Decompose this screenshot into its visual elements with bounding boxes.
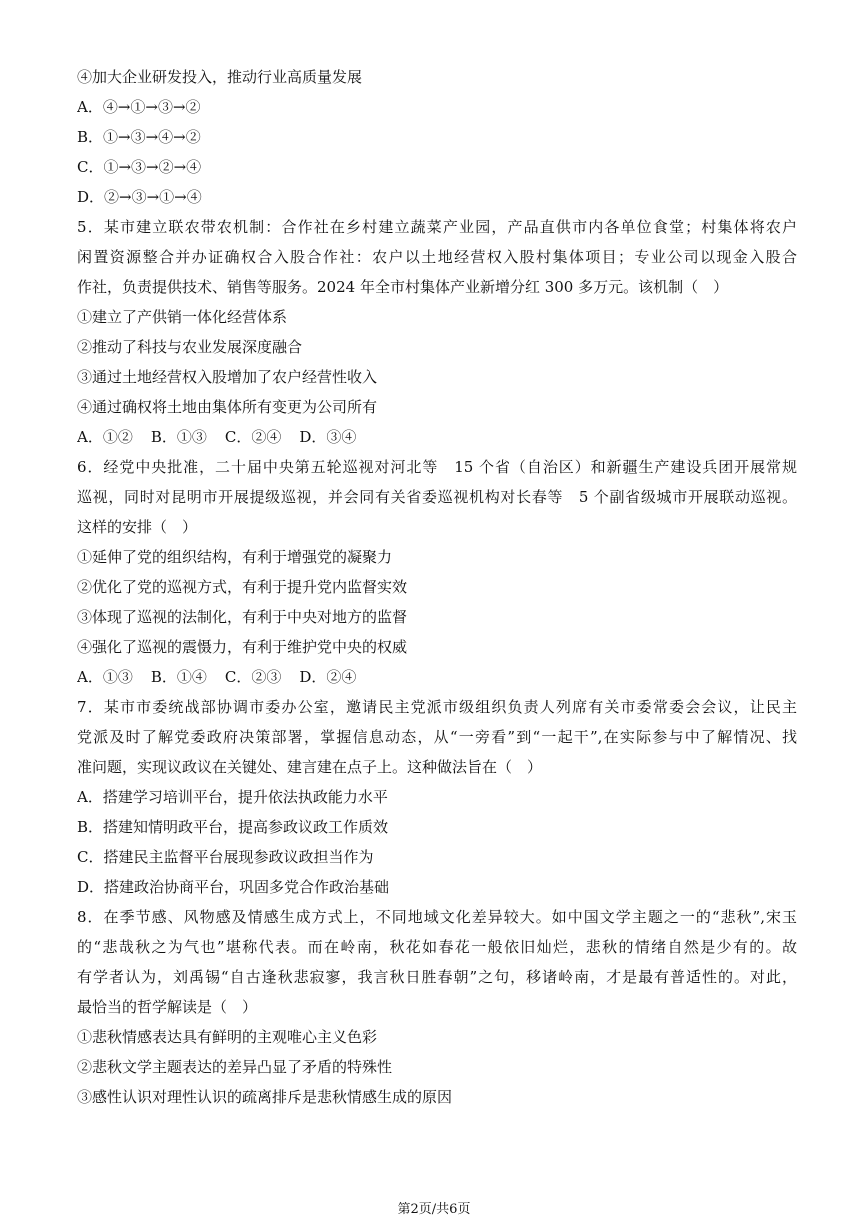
q5-option-a: A．①② (77, 428, 133, 446)
q4-option-c: C．①→③→②→④ (77, 158, 202, 176)
q8-stem-line-2: 的“悲哉秋之为气也”堪称代表。而在岭南，秋花如春花一般依旧灿烂，悲秋的情绪自然是少有的。故 (77, 938, 797, 956)
q7-option-b: B．搭建知情明政平台，提高参政议政工作质效 (77, 818, 389, 836)
q6-stem-line-1: 6．经党中央批准，二十届中央第五轮巡视对河北等 15 个省（自治区）和新疆生产建设兵团开展常规 (77, 458, 797, 476)
q5-item-2: ②推动了科技与农业发展深度融合 (77, 338, 303, 356)
q8-item-3: ③感性认识对理性认识的疏离排斥是悲秋情感生成的原因 (77, 1088, 453, 1106)
q8-item-2: ②悲秋文学主题表达的差异凸显了矛盾的特殊性 (77, 1058, 393, 1076)
q5-options (77, 422, 797, 452)
q5-item-4: ④通过确权将土地由集体所有变更为公司所有 (77, 398, 378, 416)
q7-stem-line-2: 党派及时了解党委政府决策部署，掌握信息动态，从“一旁看”到“一起干”,在实际参与中了解情况、找 (77, 728, 797, 746)
q4-item-4: ④加大企业研发投入，推动行业高质量发展 (77, 68, 363, 86)
q5-stem-line-1: 5．某市建立联农带农机制：合作社在乡村建立蔬菜产业园，产品直供市内各单位食堂；村集体将农户 (77, 218, 797, 236)
q4-option-b: B．①→③→④→② (77, 128, 201, 146)
q8-stem-line-1: 8．在季节感、风物感及情感生成方式上，不同地域文化差异较大。如中国文学主题之一的“悲秋”,宋玉 (77, 908, 797, 926)
q7-option-c: C．搭建民主监督平台展现参政议政担当作为 (77, 848, 374, 866)
q6-item-4: ④强化了巡视的震慑力，有利于维护党中央的权威 (77, 638, 408, 656)
q5-item-3: ③通过土地经营权入股增加了农户经营性收入 (77, 368, 378, 386)
q5-option-c: C．②④ (224, 428, 282, 446)
q6-item-3: ③体现了巡视的法制化，有利于中央对地方的监督 (77, 608, 408, 626)
q7-option-a: A．搭建学习培训平台，提升依法执政能力水平 (77, 788, 388, 806)
q8-stem-line-3: 有学者认为，刘禹锡“自古逢秋悲寂寥，我言秋日胜春朝”之句，移诸岭南，才是最有普适性的。对此， (77, 968, 797, 986)
q8-item-1: ①悲秋情感表达具有鲜明的主观唯心主义色彩 (77, 1028, 378, 1046)
page-content (77, 62, 797, 1112)
q5-item-1: ①建立了产供销一体化经营体系 (77, 308, 288, 326)
q5-option-b: B．①③ (150, 428, 207, 446)
q7-stem-line-1: 7．某市市委统战部协调市委办公室，邀请民主党派市级组织负责人列席有关市委常委会会议，让民主 (77, 698, 797, 716)
q7-stem-line-3: 准问题，实现议政议在关键处、建言建在点子上。这种做法旨在（ ） (77, 758, 543, 776)
q6-item-2: ②优化了党的巡视方式，有利于提升党内监督实效 (77, 578, 408, 596)
page-number: 第2页/共6页 (397, 1202, 471, 1217)
q6-option-a: A．①③ (77, 668, 133, 686)
q7-option-d: D．搭建政治协商平台，巩固多党合作政治基础 (77, 878, 390, 896)
q6-option-d: D．②④ (299, 668, 357, 686)
q6-option-b: B．①④ (150, 668, 207, 686)
q8-stem-line-4: 最恰当的哲学解读是（ ） (77, 998, 258, 1016)
q5-stem-line-3: 作社，负责提供技术、销售等服务。2024 年全市村集体产业新增分红 300 多万元。该机制（ ） (77, 278, 729, 296)
q6-item-1: ①延伸了党的组织结构，有利于增强党的凝聚力 (77, 548, 393, 566)
q6-options (77, 662, 797, 692)
q5-option-d: D．③④ (299, 428, 357, 446)
q5-stem-line-2: 闲置资源整合并办证确权合入股合作社：农户以土地经营权入股村集体项目；专业公司以现金入股合 (77, 248, 797, 266)
q4-option-d: D．②→③→①→④ (77, 188, 202, 206)
q6-stem-line-3: 这样的安排（ ） (77, 518, 198, 536)
q4-option-a: A．④→①→③→② (77, 98, 201, 116)
q6-stem-line-2: 巡视，同时对昆明市开展提级巡视，并会同有关省委巡视机构对长春等 5 个副省级城市开展联动巡视。 (77, 488, 797, 506)
q6-option-c: C．②③ (224, 668, 282, 686)
